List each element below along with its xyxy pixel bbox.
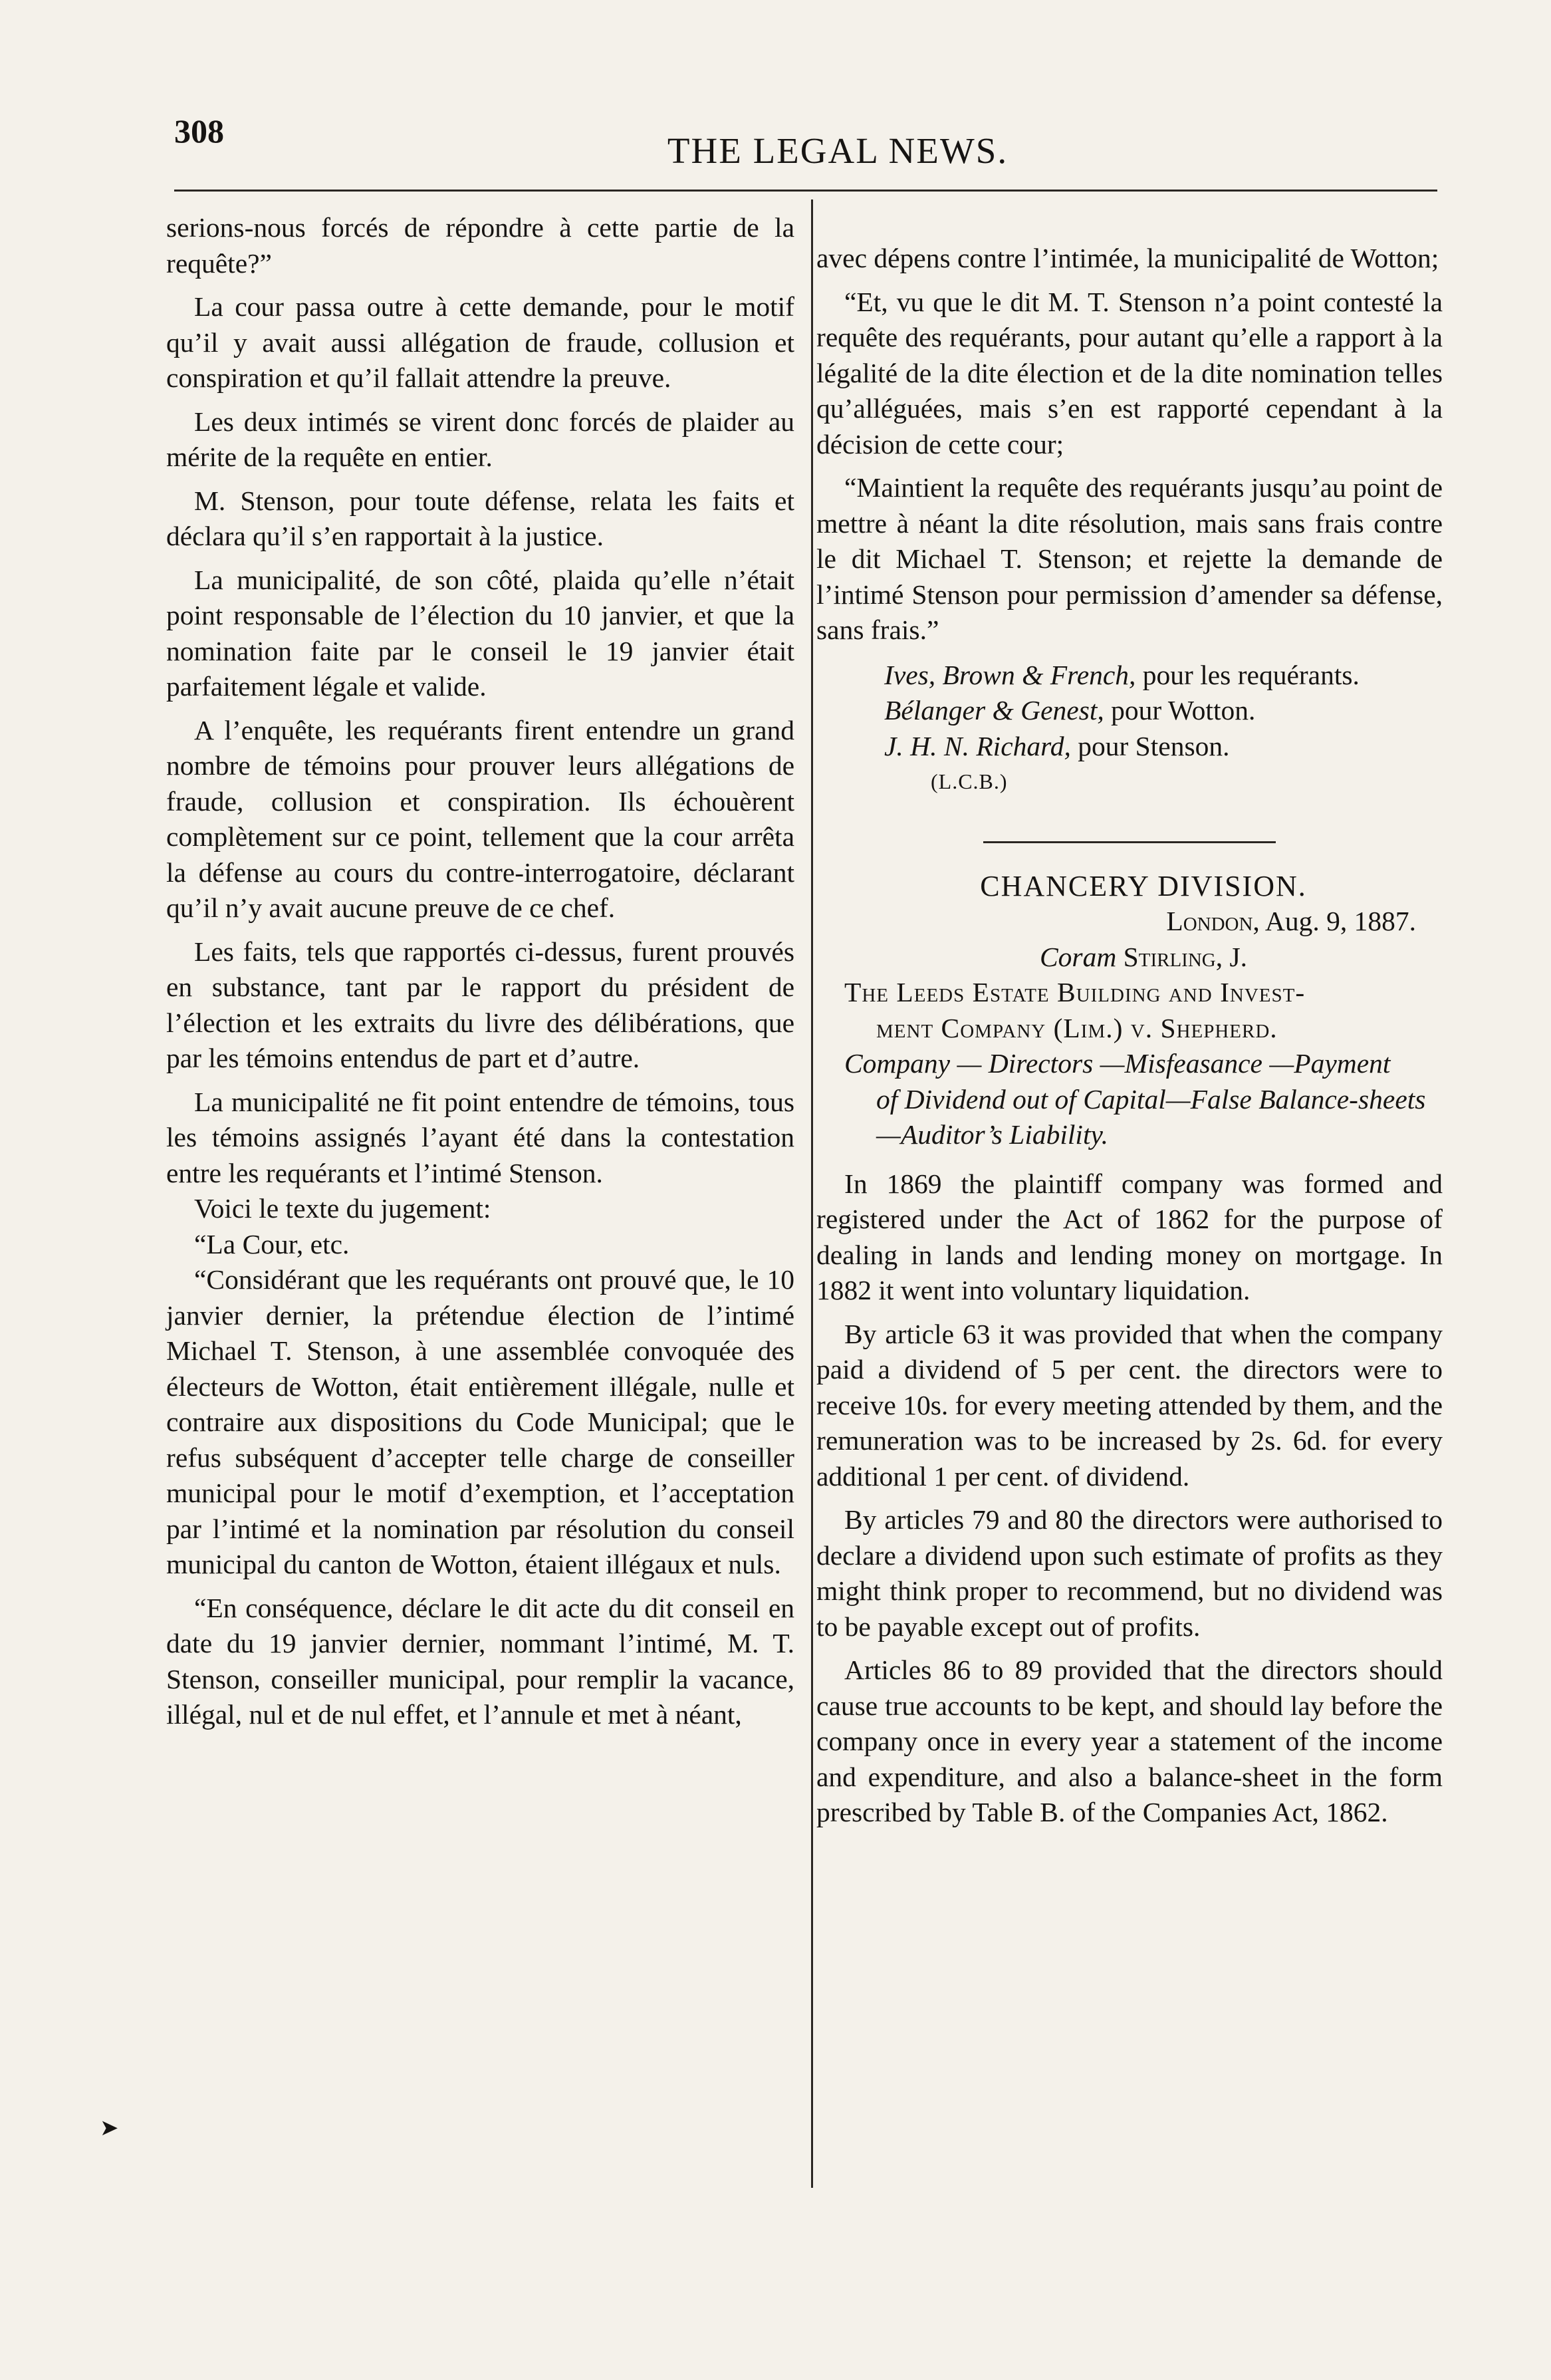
paragraph: La municipalité ne fit point entendre de témoins, tous les témoins assignés l’ayant été dans la contestation entre les requérants et l’intimé Stenson. [166,1086,794,1188]
paragraph: By articles 79 and 80 the directors were authorised to declare a dividend upon such estimate of profits as they might think proper to recommend, but no dividend was to be payable except out of profits. [816,1504,1443,1642]
headnote-line-1: Company — Directors —Misfeasance —Payment [844,1048,1391,1079]
paragraph: Les faits, tels que rapportés ci-dessus, furent prouvés en substance, tant par le rapport du président de l’élection et les extraits du livre des délibérations, que par les témoins entendus de part et d’autre. [166,936,794,1073]
running-title: THE LEGAL NEWS. [667,130,1009,171]
paragraph: In 1869 the plaintiff company was formed and registered under the Act of 1862 for the purpose of dealing in lands and lending money on mortgage. In 1882 it went into voluntary liquidation. [816,1168,1443,1305]
paragraph: A l’enquête, les requérants firent entendre un grand nombre de témoins pour prouver leurs allégations de fraude, collusion et conspiration. Ils échouèrent complètement sur ce point, tellement que la cour arrêta la défense au cours du contre-interrogatoire, déclarant qu’il n’y avait aucune preuve de ce chef. [166,714,794,923]
header-rule [174,190,1437,192]
reporter-initials: (L.C.B.) [931,769,1008,793]
page-number: 308 [174,112,224,150]
case-title-line-2: ment Company (Lim.) v. Shepherd. [876,1012,1278,1043]
paragraph: Les deux intimés se virent donc forcés de plaider au mérite de la requête en entier. [166,406,794,472]
counsel-role: pour Wotton. [1111,695,1256,726]
paragraph: By article 63 it was provided that when the company paid a dividend of 5 per cent. the directors were to receive 10s. for every meeting attended by them, and the remuneration was to be increased by 2s. 6d. for every additional 1 per cent. of dividend. [816,1318,1443,1492]
counsel-line [816,729,1443,765]
paragraph: La municipalité, de son côté, plaida qu’elle n’était point responsable de l’élection du 10 janvier, et que la nomination faite par le conseil le 19 janvier était parfaitement légale et valide. [166,564,794,702]
counsel-role: pour Stenson. [1078,730,1230,761]
column-divider [811,199,813,2188]
paragraph: avec dépens contre l’intimée, la municipalité de Wotton; [816,243,1439,273]
counsel-role: pour les requérants. [1142,659,1360,690]
headnote-rest: of Dividend out of Capital—False Balance-sheets—Auditor’s Liability. [876,1083,1426,1150]
coram-judge: Stirling, J. [1123,941,1247,972]
section-rule [983,841,1276,843]
paragraph: La cour passa outre à cette demande, pour le motif qu’il y avait aussi allégation de fraude, collusion et conspiration et qu’il fallait attendre la preuve. [166,291,794,393]
paragraph: serions-nous forcés de répondre à cette partie de la requête?” [166,212,794,279]
coram-line [816,940,1443,976]
paragraph: “Et, vu que le dit M. T. Stenson n’a point contesté la requête des requérants, pour autant qu’elle a rapport à la légalité de la dite élection et de la dite nomination telles qu’alléguées, mais s’en est rapporté cependant à la décision de cette cour; [816,286,1443,460]
counsel-name: Bélanger & Genest, [884,695,1104,726]
dateline [816,904,1443,940]
section-heading: CHANCERY DIVISION. [980,869,1307,902]
paragraph: “Maintient la requête des requérants jusqu’au point de mettre à néant la dite résolution, mais sans frais contre le dit Michael T. Stenson; et rejette la demande de l’intimé Stenson pour permission d’amender sa défense, sans frais.” [816,472,1443,645]
left-column [166,210,794,1733]
counsel-name: J. H. N. Richard, [884,730,1071,761]
coram-word: Coram [1039,941,1117,972]
dateline-date: Aug. 9, 1887. [1264,906,1416,936]
paragraph: Articles 86 to 89 provided that the directors should cause true accounts to be kept, and should lay before the company once in every year a statement of the income and expenditure, and also a balance-sheet in the form prescribed by Table B. of the Companies Act, 1862. [816,1654,1443,1827]
counsel-line [816,658,1443,694]
paragraph: “Considérant que les requérants ont prouvé que, le 10 janvier dernier, la prétendue élection de l’intimé Michael T. Stenson, à une assemblée convoquée des électeurs de Wotton, était entièrement illégale, nulle et contraire aux dispositions du Code Municipal; que le refus subséquent d’accepter telle charge de conseiller municipal pour le motif d’exemption, et l’acceptation par l’intimé et la nomination par résolution du conseil municipal du canton de Wotton, étaient illégaux et nuls. [166,1264,794,1579]
counsel-line [816,693,1443,729]
paragraph: M. Stenson, pour toute défense, relata les faits et déclara qu’il s’en rapportait à la justice. [166,485,794,551]
right-column [816,241,1443,1831]
paragraph: “La Cour, etc. [194,1228,350,1259]
case-title-line-1: The Leeds Estate Building and Invest- [844,977,1306,1007]
margin-arrow-mark: ➤ [100,2116,119,2141]
paragraph: Voici le texte du jugement: [194,1193,491,1224]
counsel-name: Ives, Brown & French, [884,659,1136,690]
dateline-place: London, [1166,906,1260,936]
headnote [816,1046,1443,1153]
paragraph: “En conséquence, déclare le dit acte du dit conseil en date du 19 janvier dernier, nommant l’intimé, M. T. Stenson, conseiller municipal, pour remplir la vacance, illégal, nul et de nul effet, et l’annule et met à néant, [166,1592,794,1730]
case-title [816,975,1443,1046]
